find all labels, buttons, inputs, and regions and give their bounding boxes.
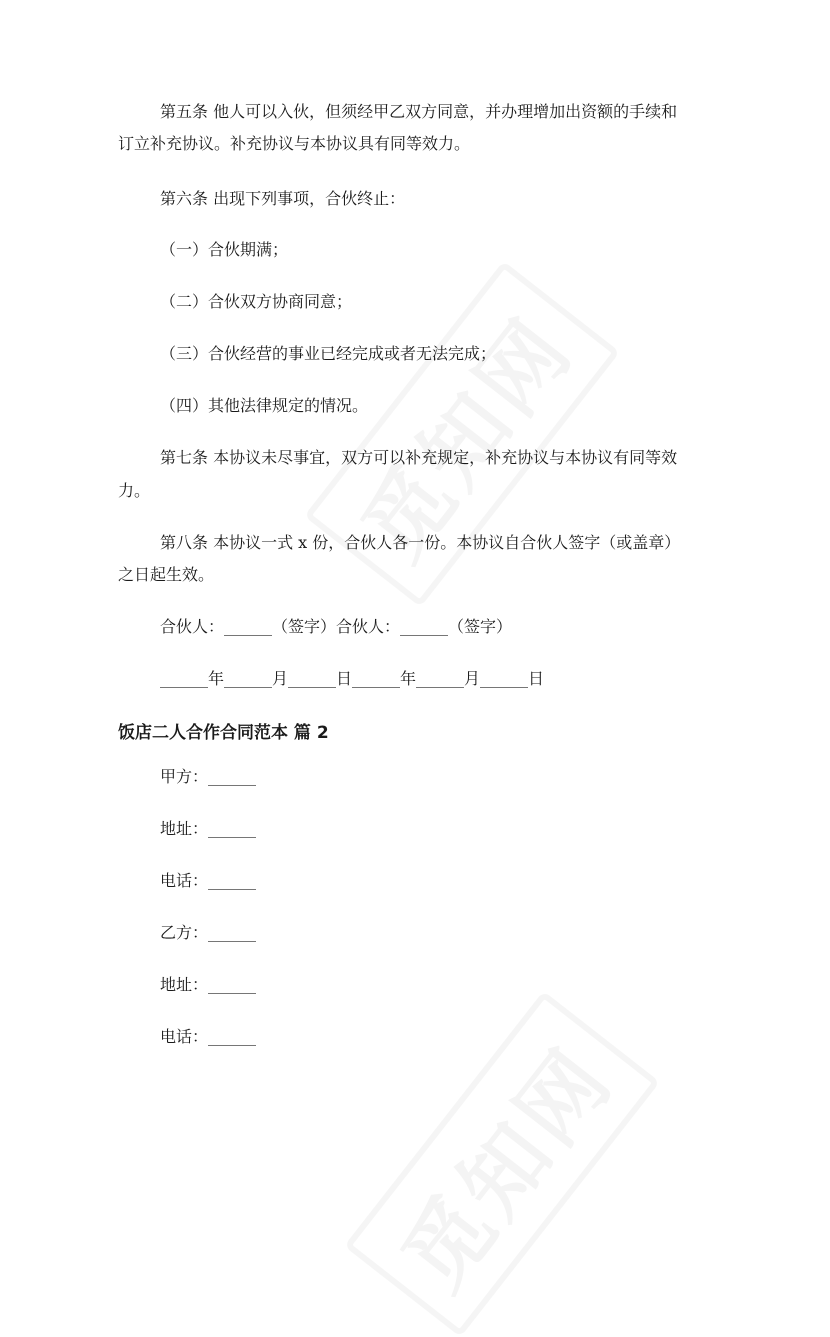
article7-line2: 力。 <box>118 481 151 500</box>
signature-line: 合伙人：______（签字）合伙人：______（签字） <box>160 617 513 636</box>
article5-line2: 订立补充协议。补充协议与本协议具有同等效力。 <box>118 134 471 153</box>
article5-line1: 第五条 他人可以入伙，但须经甲乙双方同意，并办理增加出资额的手续和 <box>160 102 678 121</box>
article8-line1: 第八条 本协议一式 x 份，合伙人各一份。本协议自合伙人签字（或盖章） <box>160 533 681 552</box>
article6-item-2: （二）合伙双方协商同意； <box>160 292 353 311</box>
signature-date: ______年______月______日______年______月______日 <box>160 669 545 688</box>
article6-item-1: （一）合伙期满； <box>160 240 289 259</box>
party-b-phone: 电话：______ <box>160 1027 257 1046</box>
party-b-address: 地址：______ <box>160 975 257 994</box>
party-b-name: 乙方：______ <box>160 923 257 942</box>
article6-item-3: （三）合伙经营的事业已经完成或者无法完成； <box>160 344 497 363</box>
section2-title: 饭店二人合作合同范本 篇 2 <box>118 723 329 743</box>
article6-item-4: （四）其他法律规定的情况。 <box>160 396 369 415</box>
article6-intro: 第六条 出现下列事项，合伙终止： <box>160 189 406 208</box>
article7-line1: 第七条 本协议未尽事宜，双方可以补充规定，补充协议与本协议有同等效 <box>160 448 678 467</box>
party-a-name: 甲方：______ <box>160 767 257 786</box>
party-a-address: 地址：______ <box>160 819 257 838</box>
party-a-phone: 电话：______ <box>160 871 257 890</box>
article8-line2: 之日起生效。 <box>118 565 215 584</box>
